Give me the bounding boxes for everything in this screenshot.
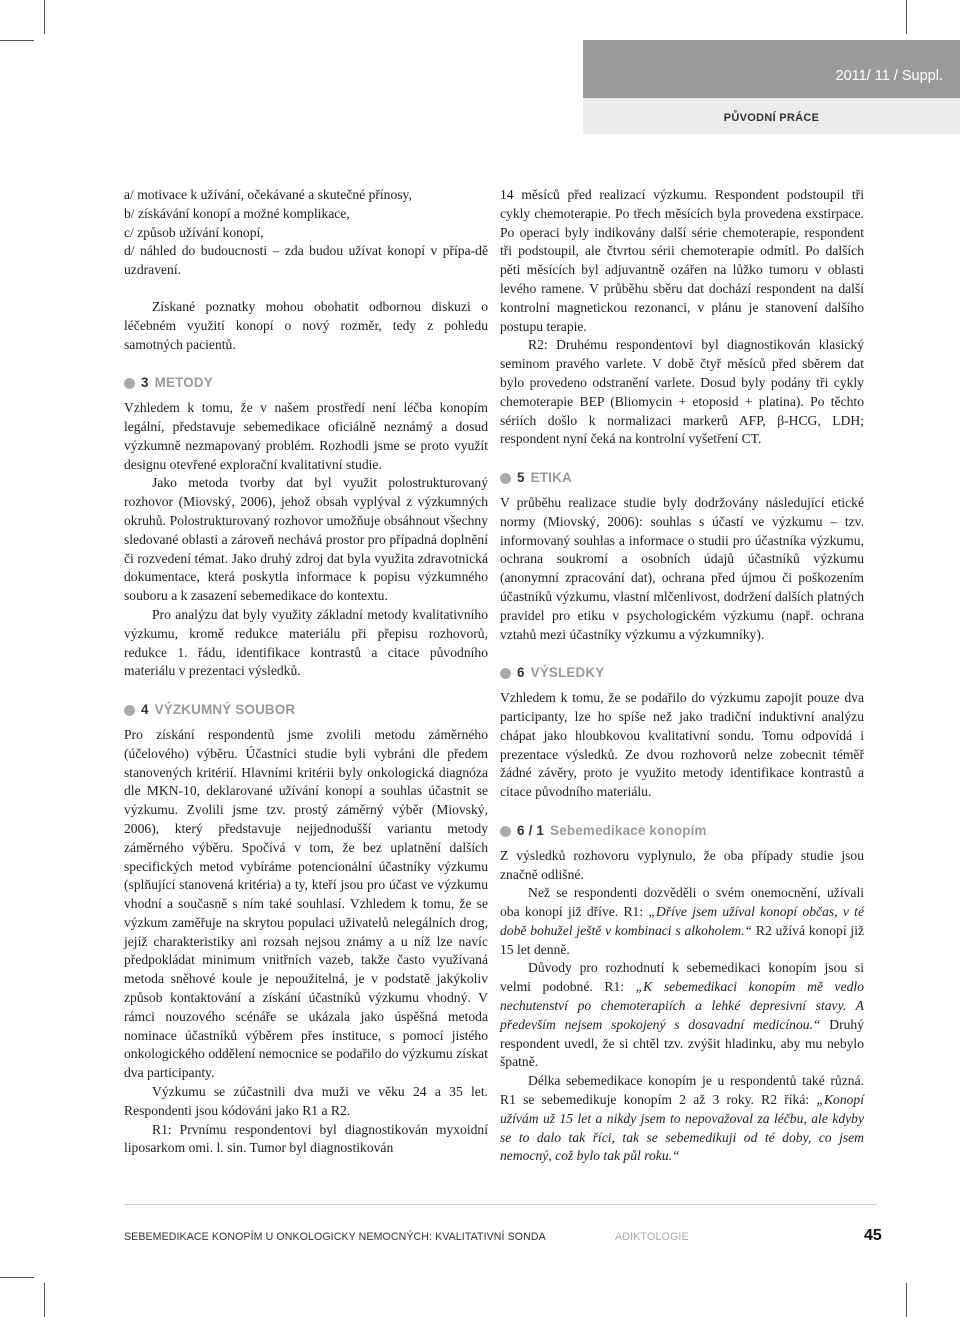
- paragraph: R2: Druhému respondentovi byl diagnostikován klasický seminom pravého varlete. V době čtyř měsíců před sběrem dat bylo provedeno odstranění varlete. Dosud byly podány tři cykly chemoterapie BEP (Bliomycin + etoposid + platina). Po těchto sériích došlo k normalizaci markerů AFP, β-HCG, LDH; respondent nyní čeká na kontrolní vyšetření CT.: [500, 337, 864, 447]
- list-item: c/ způsob užívání konopí,: [124, 224, 264, 240]
- section-title: VÝZKUMNÝ SOUBOR: [154, 702, 296, 718]
- crop-mark: [906, 1283, 907, 1317]
- section-label: PŮVODNÍ PRÁCE: [723, 112, 820, 124]
- subsection-number: 6 / 1: [517, 822, 545, 838]
- section-number: 3: [141, 375, 149, 391]
- issue-label: 2011/ 11 / Suppl.: [835, 68, 943, 84]
- quote: „Dříve jsem užíval konopí občas, v té době bohužel ještě v kombinaci s alkoholem.“: [500, 904, 864, 938]
- paragraph-text: Délka sebemedikace konopím je u respondentů také různá. R1 se sebemedikuje konopím 2 až 3 roky. R2 říká:: [500, 1073, 864, 1108]
- journal-name: ADIKTOLOGIE: [615, 1231, 689, 1243]
- bullet-dot-icon: [500, 668, 511, 679]
- running-header: [583, 40, 960, 134]
- paragraph: Vzhledem k tomu, že se podařilo do výzkumu zapojit pouze dva participanty, lze ho spíše než jako tradiční induktivní analýzu chápat jako hloubkovou kvalitativní sondu. Tomu odpovídá i prezentace výsledků. Ze dvou rozhovorů nelze zobecnit téměř žádné závěry, proto je využito metody identifikace kontrastů a citace původního materiálu.: [500, 690, 864, 800]
- crop-mark: [906, 0, 907, 34]
- section-heading-ethics: [500, 469, 864, 488]
- crop-mark: [0, 1277, 34, 1278]
- paragraph-text: Druhý respondent uvedl, že si chtěl tzv. zvýšit hladinku, aby mu nebylo špatně.: [500, 1016, 864, 1070]
- list-item: b/ získávání konopí a možné komplikace,: [124, 205, 350, 221]
- paragraph: V průběhu realizace studie byly dodržovány následující etické normy (Miovský, 2006): souhlas s účastí ve výzkumu – tzv. informovaný souhlas a informace o studii pro účastníka výzkumu, ochrana soukromí a osobních údajů účastníků výzkumu (anonymní zpracování dat), ochrana před újmou či poškozením účastníků výzkumu, vlastní mlčenlivost, dodržení dalších platných pravidel pro etiku v psychologickém výzkumu (např. ochrana vztahů mezi účastníky výzkumu a výzkumníky).: [500, 494, 864, 642]
- subsection-heading-self-medication: [500, 822, 864, 841]
- section-heading-sample: [124, 701, 488, 720]
- paragraph-text: R2 užívá konopí již 15 let denně.: [500, 922, 865, 957]
- section-number: 6: [517, 665, 525, 681]
- left-column: [124, 186, 488, 1158]
- list-item: a/ motivace k užívání, očekávané a skutečné přínosy,: [124, 187, 412, 202]
- paragraph: Získané poznatky mohou obohatit odbornou diskuzi o léčebném využití konopí o nový rozměr, tedy z pohledu samotných pacientů.: [124, 298, 488, 352]
- section-title: METODY: [154, 375, 213, 391]
- section-title: VÝSLEDKY: [530, 665, 605, 681]
- article-title: SEBEMEDIKACE KONOPÍM U ONKOLOGICKY NEMOCNÝCH: KVALITATIVNÍ SONDA: [124, 1231, 546, 1243]
- paragraph: 14 měsíců před realizací výzkumu. Respondent podstoupil tři cykly chemoterapie. Po třech měsících byla provedena exstirpace. Po operaci byly indikovány další série chemoterapie, respondent tři podstoupil, ale čtvrtou sérii chemoterapie odmítl. Po dalších pěti měsících byl adjuvantně ozářen na lůžko tumoru v oblasti levého ramene. V průběhu sběru dat dochází respondent na další kontrolní magnetickou rezonanci, v plánu je stanovení dalšího postupu terapie.: [500, 187, 864, 334]
- paragraph-with-quote: [500, 1072, 864, 1166]
- quote: „K sebemedikaci konopím mě vedlo nechutenství po chemoterapiích a lehké depresivní stavy. A především nejsem spokojený s dosavadní medicínou.“: [500, 979, 864, 1032]
- quote: „Konopí užívám už 15 let a nikdy jsem to nepovažoval za léčbu, ale kdyby se to dalo tak říci, tak se sebemedikuji od té doby, co jsem nemocný, což bylo tak půl roku.“: [500, 1092, 864, 1164]
- section-heading-results: [500, 664, 864, 683]
- bullet-dot-icon: [500, 826, 511, 837]
- crop-mark: [44, 0, 45, 34]
- paragraph-with-quote: [500, 959, 864, 1072]
- header-section-bar: [583, 98, 960, 134]
- paragraph: Jako metoda tvorby dat byl využit polostrukturovaný rozhovor (Miovský, 2006), jehož obsah vyplýval z výzkumných okruhů. Polostrukturovaný rozhovor umožňuje obsáhnout všechny sledované oblasti a zároveň nechává prostor pro případná doplnění či rozvedení témat. Jako druhý zdroj dat byla využita zdravotnická dokumentace, která poskytla informace k popisu výzkumného souboru a k zasazení sebemedikace do kontextu.: [124, 475, 488, 604]
- bullet-dot-icon: [124, 378, 135, 389]
- footer-divider: [124, 1204, 877, 1205]
- paragraph-text: Důvody pro rozhodnutí k sebemedikaci konopím jsou si velmi podobné. R1:: [500, 960, 864, 995]
- section-number: 4: [141, 702, 149, 718]
- list-item: d/ náhled do budoucnosti – zda budou užívat konopí v přípa-dě uzdravení.: [124, 243, 488, 278]
- subsection-title: Sebemedikace konopím: [550, 822, 707, 838]
- paragraph: Pro analýzu dat byly využity základní metody kvalitativního výzkumu, kromě redukce materiálu při přepisu rozhovorů, redukce 1. řádu, identifikace kontrastů a citace původního materiálu v prezentaci výsledků.: [124, 606, 488, 679]
- bullet-dot-icon: [124, 705, 135, 716]
- paragraph-text: Než se respondenti dozvěděli o svém onemocnění, užívali oba konopí již dříve. R1:: [500, 885, 864, 920]
- header-issue-bar: [583, 40, 960, 98]
- paragraph: R1: Prvnímu respondentovi byl diagnostikován myxoidní liposarkom omi. l. sin. Tumor byl diagnostikován: [124, 1121, 488, 1156]
- paragraph: Z výsledků rozhovoru vyplynulo, že oba případy studie jsou značně odlišné.: [500, 847, 864, 882]
- page-number: 45: [864, 1227, 882, 1244]
- section-number: 5: [517, 470, 525, 486]
- right-column: [500, 186, 864, 1166]
- section-title: ETIKA: [530, 470, 572, 486]
- crop-mark: [0, 40, 34, 41]
- paragraph-with-quote: [500, 884, 864, 959]
- paragraph: Vzhledem k tomu, že v našem prostředí není léčba konopím legální, představuje sebemedikace oficiálně neznámý a dosud výzkumně nezmapovaný problém. Rozhodli jsme se proto využít designu otevřené explorační kvalitativní studie.: [124, 400, 488, 472]
- section-heading-methods: [124, 374, 488, 393]
- crop-mark: [44, 1283, 45, 1317]
- paragraph: Výzkumu se zúčastnili dva muži ve věku 24 a 35 let. Respondenti jsou kódováni jako R1 a R2.: [124, 1084, 488, 1118]
- bullet-dot-icon: [500, 473, 511, 484]
- paragraph: Pro získání respondentů jsme zvolili metodu záměrného (účelového) výběru. Účastníci studie byli vybráni dle předem stanovených kritérií. Hlavními kritérii byly onkologická diagnóza dle MKN-10, deklarované užívání konopí a souhlas účastnit se výzkumu. Zvolili jsme tzv. prostý záměrný výběr (Miovský, 2006), který představuje nejjednodušší variantu metody záměrného výběru. Spočívá v tom, že bez uplatnění dalších specifických metod vybíráme potencionální účastníky výzkumu (splňující stanovená kritéria) a ty, kteří jsou pro účast ve výzkumu vhodní a současně s ním také souhlasí. Vzhledem k tomu, že se výzkum zaměřuje na skrytou populaci uživatelů nelegálních drog, jejíž charakteristiky ani rozsah nejsou známy a u níž lze navíc předpokládat minimum vnitřních vazeb, takže často využívaná metoda sněhové koule je nepoužitelná, je v podstatě jakýkoliv způsob kontaktování a získání účastníků výzkumu vhodný. V rámci nouzového scénáře se ukázala jako úspěšná metoda nominace účastníků výběrem přes instituce, s pomocí jistého onkologického oddělení nemocnice se podařilo do výzkumu získat dva participanty.: [124, 726, 488, 1081]
